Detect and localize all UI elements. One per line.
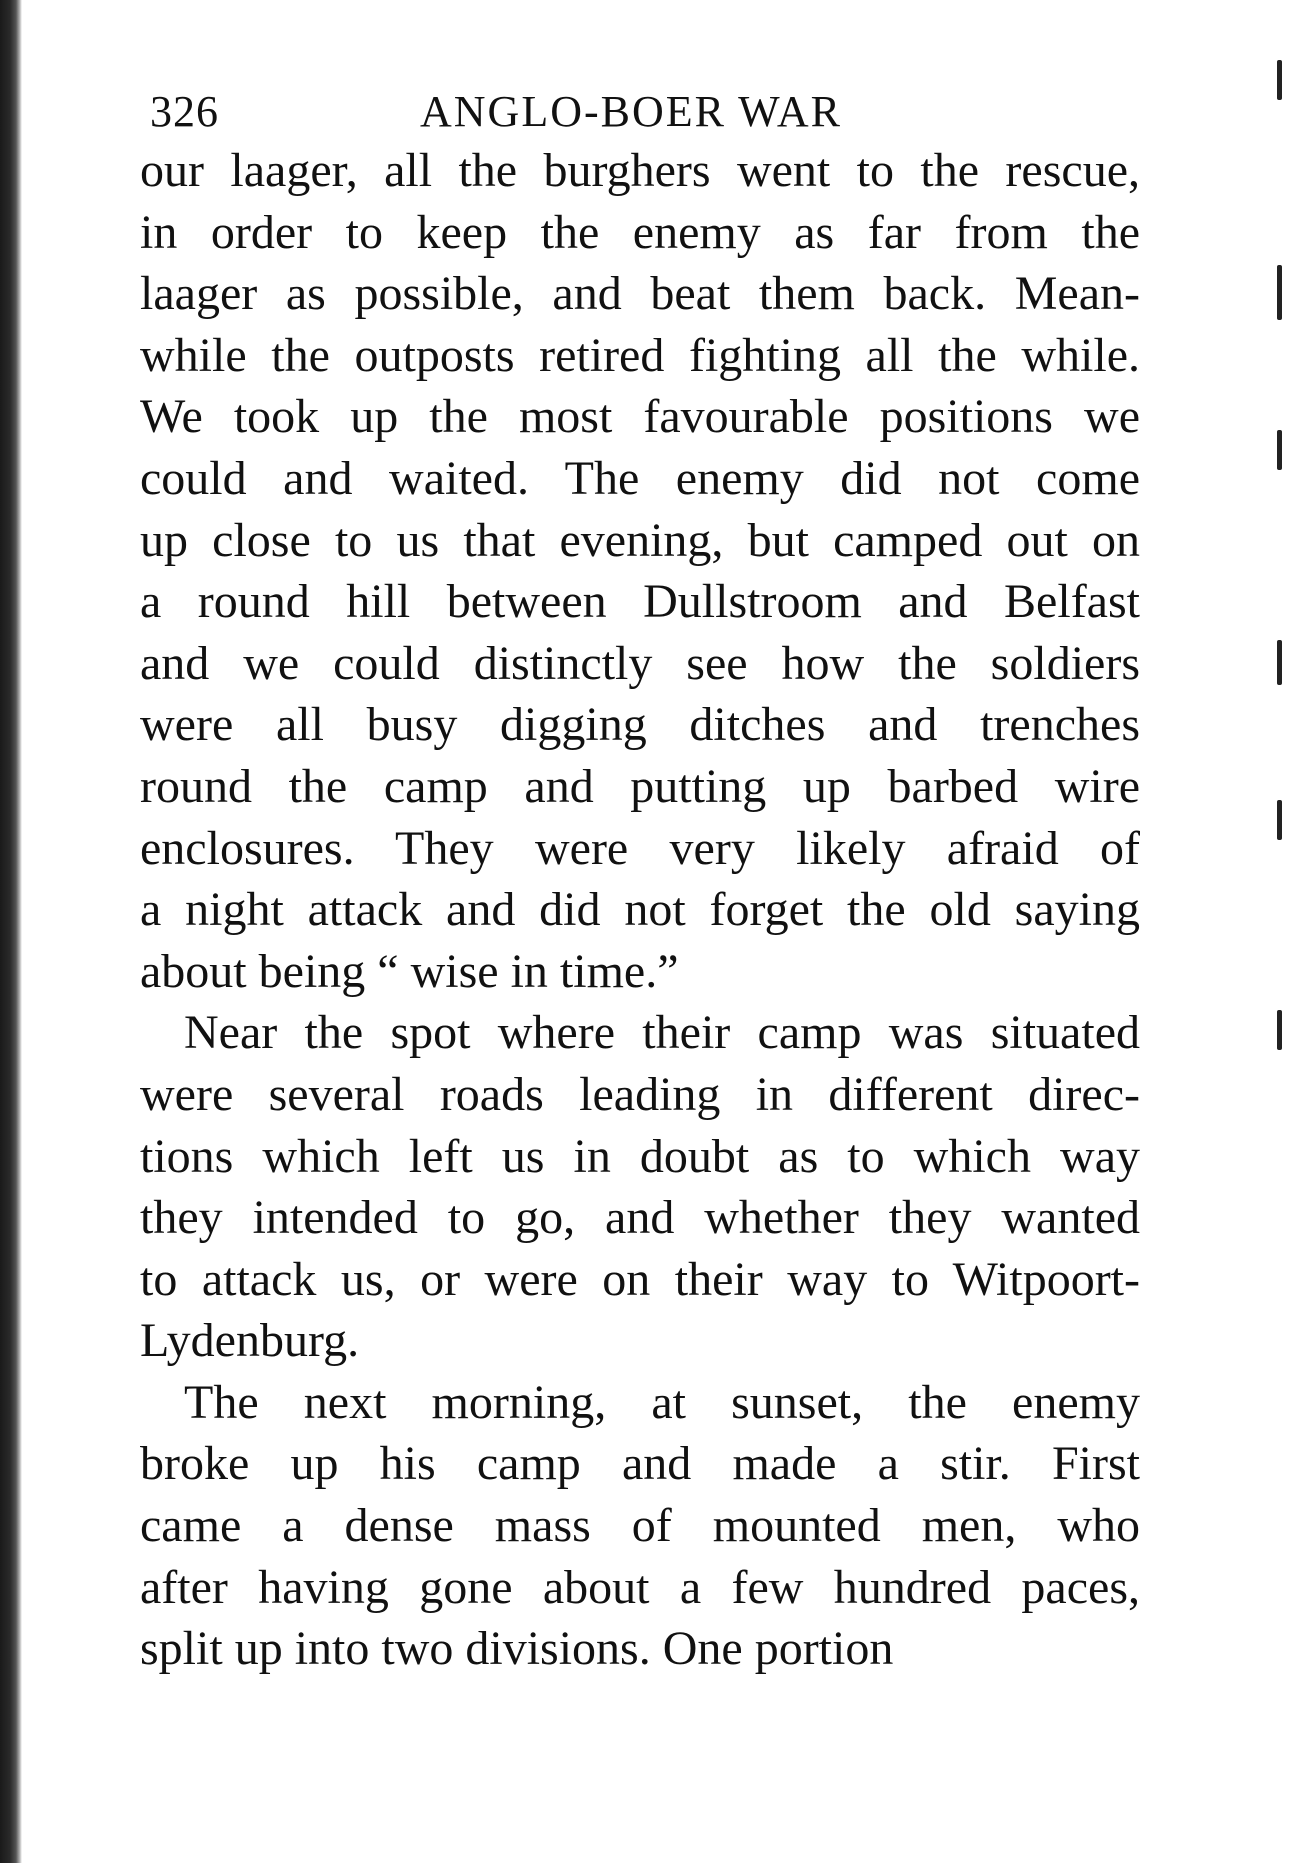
text-line: to attack us, or were on their way to Witpoort-	[140, 1252, 1140, 1306]
text-line: could and waited. The enemy did not come	[140, 451, 1140, 505]
text-line: they intended to go, and whether they wanted	[140, 1191, 1140, 1245]
body-text	[140, 140, 1140, 1680]
text-line: round the camp and putting up barbed wire	[140, 759, 1140, 813]
book-page	[140, 80, 1140, 1680]
text-line: a round hill between Dullstroom and Belfast	[140, 575, 1140, 629]
text-line: We took up the most favourable positions we	[140, 390, 1140, 444]
text-line: after having gone about a few hundred paces,	[140, 1560, 1140, 1614]
text-line: enclosures. They were very likely afraid of	[140, 821, 1140, 875]
text-line: were several roads leading in different direc-	[140, 1067, 1140, 1121]
paragraph	[140, 1372, 1140, 1680]
text-line: Lydenburg.	[140, 1314, 360, 1368]
text-line: laager as possible, and beat them back. Mean-	[140, 267, 1140, 321]
facing-page-marks	[1256, 0, 1296, 1863]
text-line: The next morning, at sunset, the enemy	[184, 1375, 1140, 1429]
text-line: came a dense mass of mounted men, who	[140, 1499, 1140, 1553]
paragraph	[140, 1002, 1140, 1372]
text-line: were all busy digging ditches and trenches	[140, 698, 1140, 752]
text-line: tions which left us in doubt as to which way	[140, 1129, 1140, 1183]
text-line: up close to us that evening, but camped out on	[140, 513, 1140, 567]
text-line: broke up his camp and made a stir. First	[140, 1437, 1140, 1491]
text-line: a night attack and did not forget the old saying	[140, 883, 1140, 937]
text-line: Near the spot where their camp was situated	[184, 1006, 1140, 1060]
text-line: our laager, all the burghers went to the rescue,	[140, 144, 1140, 197]
text-line: split up into two divisions. One portion	[140, 1622, 894, 1676]
text-line: and we could distinctly see how the soldiers	[140, 636, 1140, 690]
text-line: about being “ wise in time.”	[140, 944, 679, 998]
book-spine-edge	[0, 0, 22, 1863]
running-title: ANGLO-BOER WAR	[420, 87, 842, 136]
paragraph	[140, 140, 1140, 1002]
text-line: while the outposts retired fighting all the while.	[140, 328, 1140, 382]
running-head	[140, 80, 1140, 140]
page-number: 326	[150, 87, 219, 136]
text-line: in order to keep the enemy as far from the	[140, 205, 1140, 259]
